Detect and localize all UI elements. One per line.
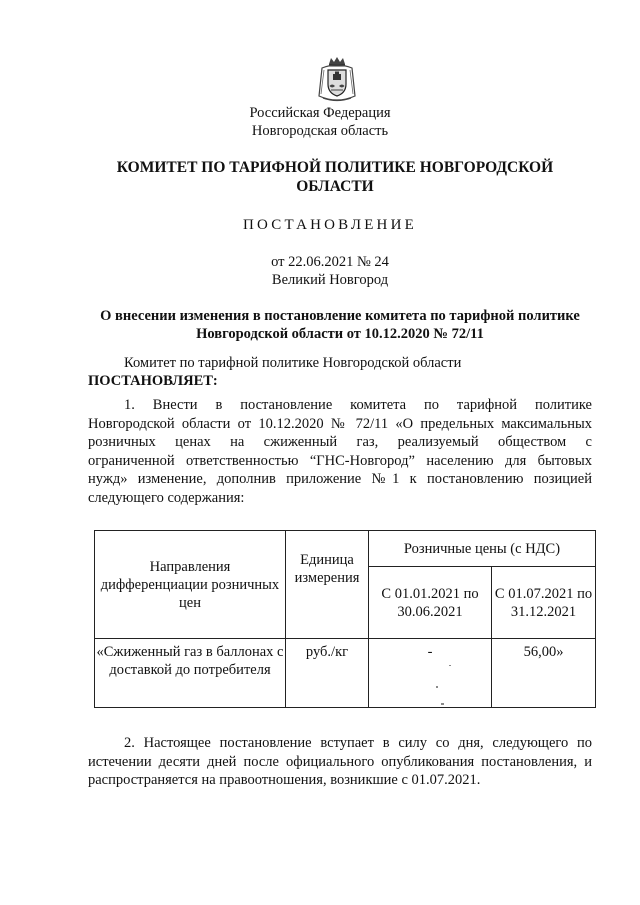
item1-line: следующего содержания: [88,489,245,506]
table-row [95,639,596,708]
col-header-direction: Направления дифференциации розничных цен [95,531,286,639]
item2-paragraph [88,734,592,790]
cell-name: «Сжиженный газ в баллонах с доставкой до потребителя [95,639,286,708]
item1-line: ограниченной ответственностью “ГНС-Новгород” населению для бытовых [88,452,592,469]
subject-line1: О внесении изменения в постановление комитета по тарифной политике [100,308,580,324]
cell-unit: руб./кг [286,639,369,708]
item1-line: нужд» изменение, дополнив приложение №1 к постановлению позицией [88,471,592,487]
country-name: Российская Федерация [249,105,391,121]
cell-price2: 56,00» [492,639,596,708]
item1-paragraph [88,396,592,507]
document-date-number: от 22.06.2021 № 24 [271,254,389,270]
coat-of-arms-icon [316,56,358,104]
item1-line: розничных ценах на сжиженный газ, реализуемый обществом с [88,434,592,450]
item1-line: 1. Внести в постановление комитета по тарифной политике [124,397,592,413]
committee-title-line1: КОМИТЕТ ПО ТАРИФНОЙ ПОЛИТИКЕ НОВГОРОДСКОЙ [116,159,554,176]
col-header-retail-prices: Розничные цены (с НДС) [369,531,596,567]
col-header-unit: Единица измерения [286,531,369,639]
item2-line: 2. Настоящее постановление вступает в силу со дня, следующего по [124,735,592,751]
decree-word: ПОСТАНОВЛЯЕТ: [88,373,218,389]
intro-line: Комитет по тарифной политике Новгородской области [124,355,462,371]
price-table [94,530,596,708]
region-name: Новгородская область [251,123,389,139]
cell-price1: - [369,639,492,708]
item2-line: истечении десяти дней после официального опубликования постановления, и [88,753,592,770]
item2-line: распространяется на правоотношения, возникшие с 01.07.2021. [88,772,481,788]
subject-line2: Новгородской области от 10.12.2020 № 72/11 [196,326,484,342]
document-type: ПОСТАНОВЛЕНИЕ [243,217,417,233]
col-header-period2: С 01.07.2021 по 31.12.2021 [492,567,596,639]
scan-speck [441,703,444,705]
document-city: Великий Новгород [271,272,389,288]
item1-line: Новгородской области от 10.12.2020 № 72/11 «О предельных максимальных [88,415,592,432]
scan-speck [449,665,451,666]
committee-title-line2: ОБЛАСТИ [296,178,374,195]
scan-speck [436,686,438,688]
table-header-row [95,531,596,567]
col-header-period1: С 01.01.2021 по 30.06.2021 [369,567,492,639]
